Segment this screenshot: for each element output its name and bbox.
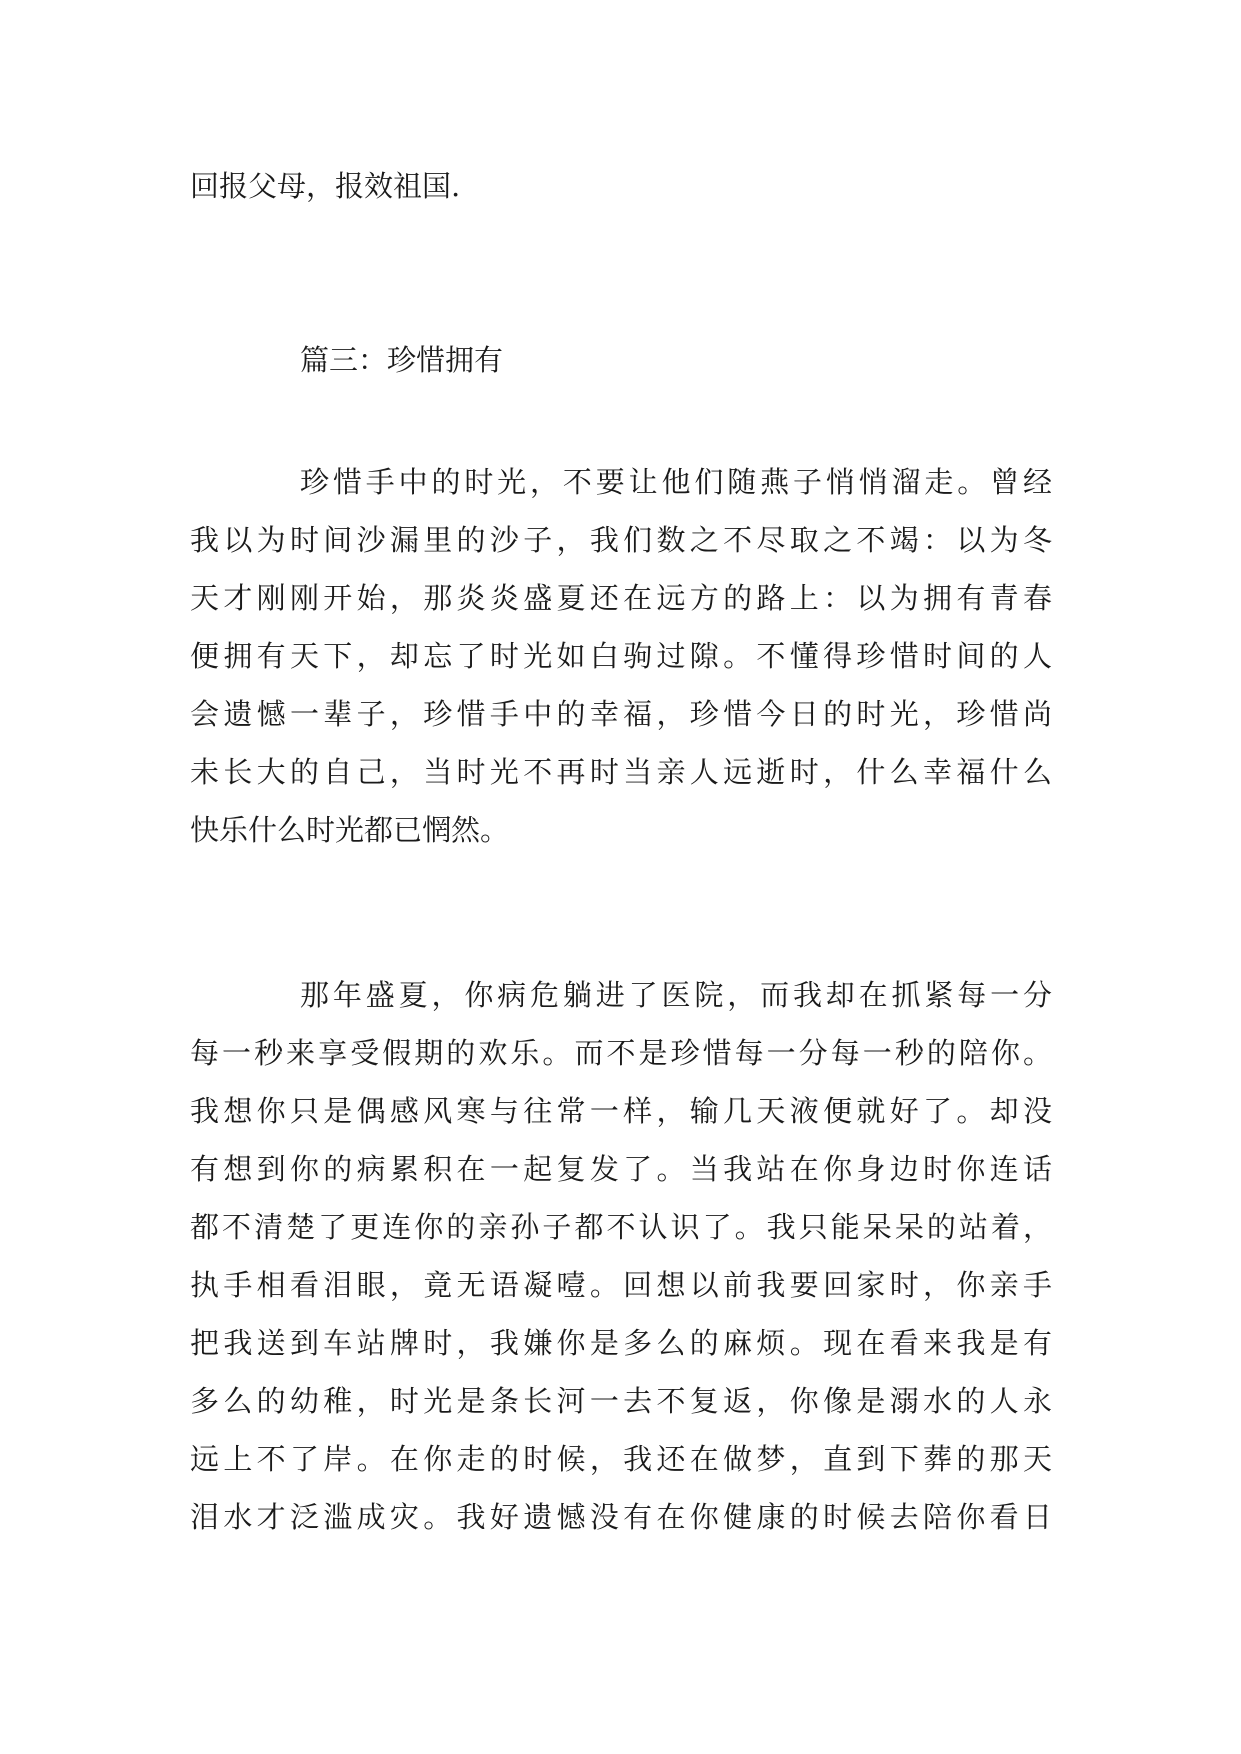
paragraph-line: 泪水才泛滥成灾。我好遗憾没有在你健康的时候去陪你看日 (190, 1500, 1052, 1534)
paragraph-line: 都不清楚了更连你的亲孙子都不认识了。我只能呆呆的站着， (190, 1210, 1052, 1244)
paragraph-line: 我以为时间沙漏里的沙子，我们数之不尽取之不竭：以为冬 (190, 523, 1052, 557)
paragraph-line: 我想你只是偶感风寒与往常一样，输几天液便就好了。却没 (190, 1094, 1052, 1128)
paragraph-line: 有想到你的病累积在一起复发了。当我站在你身边时你连话 (190, 1152, 1052, 1186)
paragraph-line: 会遗憾一辈子，珍惜手中的幸福，珍惜今日的时光，珍惜尚 (190, 697, 1052, 731)
paragraph-line: 未长大的自己，当时光不再时当亲人远逝时，什么幸福什么 (190, 755, 1052, 789)
paragraph-line: 天才刚刚开始，那炎炎盛夏还在远方的路上：以为拥有青春 (190, 581, 1052, 615)
paragraph-line: 多么的幼稚，时光是条长河一去不复返，你像是溺水的人永 (190, 1384, 1052, 1418)
paragraph-line: 把我送到车站牌时，我嫌你是多么的麻烦。现在看来我是有 (190, 1326, 1052, 1360)
paragraph-line: 便拥有天下，却忘了时光如白驹过隙。不懂得珍惜时间的人 (190, 639, 1052, 673)
top-fragment-line: 回报父母，报效祖国. (190, 169, 461, 203)
paragraph-line: 那年盛夏，你病危躺进了医院，而我却在抓紧每一分 (300, 978, 1052, 1012)
paragraph-line: 远上不了岸。在你走的时候，我还在做梦，直到下葬的那天 (190, 1442, 1052, 1476)
paragraph-line: 珍惜手中的时光，不要让他们随燕子悄悄溜走。曾经 (300, 465, 1052, 499)
paragraph-line: 快乐什么时光都已惘然。 (190, 813, 510, 847)
paragraph-line: 执手相看泪眼，竟无语凝噎。回想以前我要回家时，你亲手 (190, 1268, 1052, 1302)
paragraph-line: 每一秒来享受假期的欢乐。而不是珍惜每一分每一秒的陪你。 (190, 1036, 1052, 1070)
section-heading: 篇三：珍惜拥有 (300, 343, 504, 377)
